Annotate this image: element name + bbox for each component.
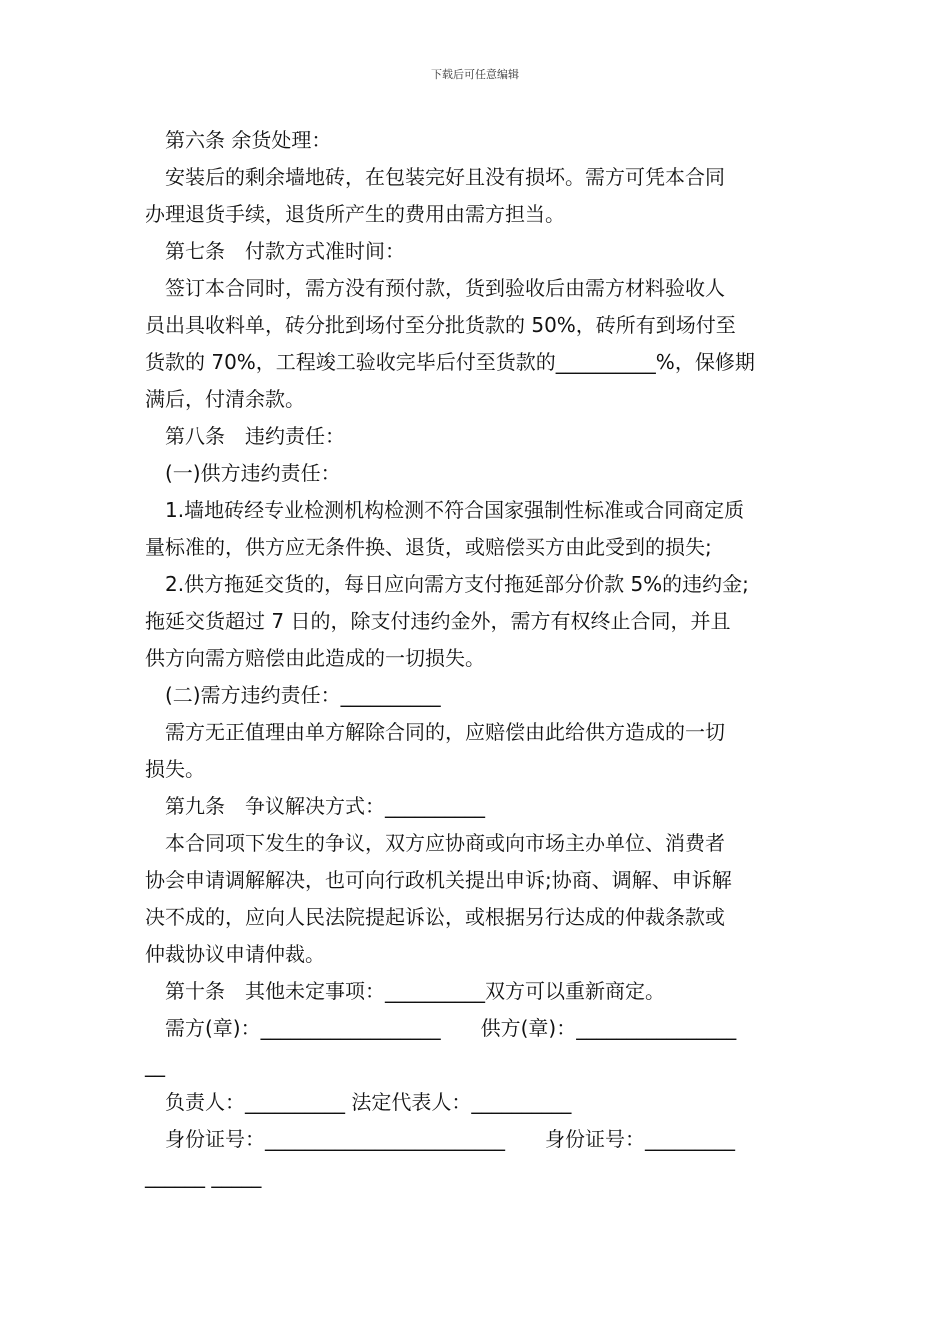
supplier-liability-item-2-line-3: 供方向需方赔偿由此造成的一切损失。 [145,646,485,670]
clause-6-text-line-2: 办理退货手续，退货所产生的费用由需方担当。 [145,202,565,226]
supplier-liability-item-1-line-1: 1.墙地砖经专业检测机构检测不符合国家强制性标准或合同商定质 [165,498,745,522]
supplier-liability-item-1-line-2: 量标准的，供方应无条件换、退货，或赔偿买方由此受到的损失; [145,535,712,559]
page-header-note: 下载后可任意编辑 [431,68,519,81]
signature-seal-line-continued: __ [145,1053,165,1077]
clause-6-title: 第六条 余货处理： [165,128,332,152]
signature-seal-line: 需方(章)：__________________ 供方(章)：________________ [165,1016,737,1040]
signature-id-line-continued: ______ _____ [145,1164,262,1188]
buyer-liability-heading: (二)需方违约责任：__________ [165,683,441,707]
supplier-liability-item-2-line-1: 2.供方拖延交货的，每日应向需方支付拖延部分价款 5%的违约金; [165,572,749,596]
clause-9-text-line-1: 本合同项下发生的争议，双方应协商或向市场主办单位、消费者 [165,831,725,855]
clause-7-text-line-2: 员出具收料单，砖分批到场付至分批货款的 50%，砖所有到场付至 [145,313,736,337]
clause-8-title: 第八条 违约责任： [165,424,345,448]
buyer-liability-text-line-1: 需方无正值理由单方解除合同的，应赔偿由此给供方造成的一切 [165,720,725,744]
clause-10-title: 第十条 其他未定事项：__________双方可以重新商定。 [165,979,665,1003]
clause-9-text-line-4: 仲裁协议申请仲裁。 [145,942,325,966]
clause-7-title: 第七条 付款方式准时间： [165,239,405,263]
clause-9-text-line-3: 决不成的，应向人民法院提起诉讼，或根据另行达成的仲裁条款或 [145,905,725,929]
clause-9-title: 第九条 争议解决方式：__________ [165,794,485,818]
clause-7-text-line-4: 满后，付清余款。 [145,387,305,411]
supplier-liability-heading: (一)供方违约责任： [165,461,341,485]
contract-body [145,122,807,1195]
clause-9-text-line-2: 协会申请调解解决，也可向行政机关提出申诉;协商、调解、申诉解 [145,868,732,892]
supplier-liability-item-2-line-2: 拖延交货超过 7 日的，除支付违约金外，需方有权终止合同，并且 [145,609,731,633]
signature-representative-line: 负责人：__________ 法定代表人：__________ [165,1090,572,1114]
clause-7-text-line-1: 签订本合同时，需方没有预付款，货到验收后由需方材料验收人 [165,276,725,300]
buyer-liability-text-line-2: 损失。 [145,757,205,781]
clause-6-text-line-1: 安装后的剩余墙地砖，在包装完好且没有损坏。需方可凭本合同 [165,165,725,189]
clause-7-text-line-3: 货款的 70%，工程竣工验收完毕后付至货款的__________%，保修期 [145,350,755,374]
signature-id-line: 身份证号：________________________ 身份证号：_________ [165,1127,735,1151]
